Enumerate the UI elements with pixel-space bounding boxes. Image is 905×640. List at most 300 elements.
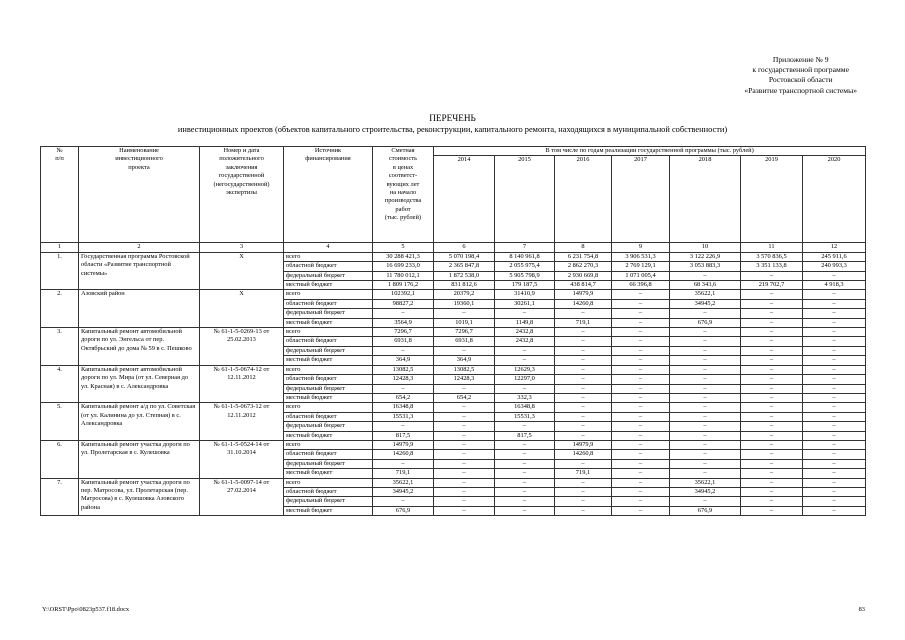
year-value: 68 343,6: [670, 281, 741, 290]
header-year: 2020: [803, 156, 866, 243]
footer-page-number: 83: [858, 606, 865, 613]
estimated-cost: –: [373, 384, 434, 393]
year-value: –: [803, 309, 866, 318]
table-row: [41, 328, 866, 337]
header-index: 10: [670, 243, 741, 252]
year-value: –: [555, 309, 612, 318]
year-value: 6931,8: [434, 337, 495, 346]
year-value: –: [612, 497, 670, 506]
year-value: –: [612, 459, 670, 468]
year-value: –: [434, 440, 495, 449]
appendix-line: Приложение № 9: [772, 55, 829, 64]
year-value: –: [612, 487, 670, 496]
year-value: –: [434, 506, 495, 515]
project-number: 2.: [41, 290, 79, 328]
year-value: 817,5: [495, 431, 555, 440]
year-value: –: [555, 422, 612, 431]
table-row: [41, 290, 866, 299]
funding-source: федеральный бюджет: [284, 422, 373, 431]
year-value: 14979,9: [555, 440, 612, 449]
funding-source: местный бюджет: [284, 506, 373, 515]
year-value: –: [803, 337, 866, 346]
funding-source: федеральный бюджет: [284, 346, 373, 355]
header-index: 12: [803, 243, 866, 252]
estimated-cost: 654,2: [373, 393, 434, 402]
year-value: –: [434, 431, 495, 440]
year-value: 2 930 669,8: [555, 271, 612, 280]
year-value: –: [741, 356, 803, 365]
year-value: 719,1: [555, 469, 612, 478]
year-value: –: [803, 299, 866, 308]
year-value: –: [741, 393, 803, 402]
funding-source: местный бюджет: [284, 318, 373, 327]
funding-source: областной бюджет: [284, 262, 373, 271]
year-value: –: [670, 469, 741, 478]
year-value: –: [555, 356, 612, 365]
estimated-cost: 676,9: [373, 506, 434, 515]
funding-source: областной бюджет: [284, 450, 373, 459]
estimated-cost: 30 288 421,3: [373, 252, 434, 261]
year-value: –: [670, 346, 741, 355]
year-value: –: [803, 375, 866, 384]
estimated-cost: 13082,5: [373, 365, 434, 374]
year-value: –: [555, 346, 612, 355]
year-value: –: [555, 328, 612, 337]
project-number: 4.: [41, 365, 79, 403]
year-value: 1149,8: [495, 318, 555, 327]
year-value: –: [612, 469, 670, 478]
year-value: –: [612, 431, 670, 440]
table-header: [41, 147, 866, 253]
year-value: –: [803, 431, 866, 440]
year-value: 34945,2: [670, 299, 741, 308]
estimated-cost: 1 809 176,2: [373, 281, 434, 290]
year-value: 332,3: [495, 393, 555, 402]
header-cost: Сметная стоимость в ценах соответст- вующих лет на начало производства работ (тыс. рублей): [373, 147, 434, 243]
year-value: –: [741, 412, 803, 421]
year-value: 35622,1: [670, 478, 741, 487]
document-subtitle: инвестиционных проектов (объектов капитального строительства, реконструкции, капитального ремонта, находящихся в муниципальной собственности): [177, 125, 728, 134]
year-value: –: [670, 440, 741, 449]
funding-source: федеральный бюджет: [284, 459, 373, 468]
year-value: 35622,1: [670, 290, 741, 299]
funding-source: местный бюджет: [284, 356, 373, 365]
estimated-cost: 817,5: [373, 431, 434, 440]
year-value: –: [741, 375, 803, 384]
year-value: –: [555, 478, 612, 487]
year-value: –: [555, 393, 612, 402]
estimated-cost: 7296,7: [373, 328, 434, 337]
year-value: –: [555, 459, 612, 468]
table-row: [41, 252, 866, 261]
header-year: 2014: [434, 156, 495, 243]
year-value: –: [434, 478, 495, 487]
project-expertise: № 61-1-5-0269-13 от 25.02.2013: [200, 328, 284, 366]
year-value: –: [495, 346, 555, 355]
year-value: –: [741, 318, 803, 327]
header-name: Наименование инвестиционного проекта: [79, 147, 200, 243]
estimated-cost: 102392,1: [373, 290, 434, 299]
estimated-cost: –: [373, 422, 434, 431]
appendix-line: к государственной программе: [752, 65, 849, 75]
year-value: 3 570 836,5: [741, 252, 803, 261]
year-value: –: [434, 487, 495, 496]
year-value: 2 862 270,3: [555, 262, 612, 271]
project-expertise: Х: [200, 252, 284, 290]
appendix-block: [744, 55, 857, 96]
table-body: [41, 252, 866, 515]
estimated-cost: 11 780 012,1: [373, 271, 434, 280]
year-value: –: [741, 497, 803, 506]
year-value: –: [495, 309, 555, 318]
table-row: [41, 440, 866, 449]
year-value: –: [612, 328, 670, 337]
year-value: –: [670, 422, 741, 431]
year-value: –: [555, 337, 612, 346]
funding-source: всего: [284, 478, 373, 487]
year-value: –: [670, 393, 741, 402]
year-value: –: [670, 450, 741, 459]
year-value: –: [495, 469, 555, 478]
year-value: 12428,3: [434, 375, 495, 384]
year-value: –: [434, 422, 495, 431]
header-num: № п/п: [41, 147, 79, 243]
estimated-cost: 16348,8: [373, 403, 434, 412]
document-title: ПЕРЕЧЕНЬ: [429, 113, 476, 123]
year-value: –: [670, 271, 741, 280]
year-value: 5 070 198,4: [434, 252, 495, 261]
year-value: –: [434, 384, 495, 393]
estimated-cost: 35622,1: [373, 478, 434, 487]
year-value: –: [803, 450, 866, 459]
year-value: –: [495, 506, 555, 515]
year-value: –: [670, 497, 741, 506]
year-value: 19360,1: [434, 299, 495, 308]
funding-source: областной бюджет: [284, 412, 373, 421]
header-index-row: [41, 243, 866, 252]
estimated-cost: 98827,2: [373, 299, 434, 308]
estimated-cost: 6931,8: [373, 337, 434, 346]
year-value: –: [741, 403, 803, 412]
year-value: –: [434, 403, 495, 412]
year-value: –: [612, 346, 670, 355]
year-value: –: [434, 309, 495, 318]
estimated-cost: 14979,9: [373, 440, 434, 449]
year-value: –: [612, 318, 670, 327]
year-value: –: [803, 318, 866, 327]
year-value: –: [612, 393, 670, 402]
header-index: 7: [495, 243, 555, 252]
year-value: –: [495, 450, 555, 459]
header-index: 4: [284, 243, 373, 252]
year-value: 719,1: [555, 318, 612, 327]
year-value: –: [741, 440, 803, 449]
year-value: 15531,3: [495, 412, 555, 421]
project-name: Государственная программа Ростовской области «Развитие транспортной системы»: [79, 252, 200, 290]
project-name: Капитальный ремонт автомобильной дороги по ул. Мира (от ул. Северная до ул. Красная) в с. Александровка: [79, 365, 200, 403]
year-value: 240 993,3: [803, 262, 866, 271]
year-value: –: [612, 299, 670, 308]
header-years-group: В том числе по годам реализации государственной программы (тыс. рублей): [434, 147, 866, 156]
year-value: 13082,5: [434, 365, 495, 374]
estimated-cost: 12428,3: [373, 375, 434, 384]
year-value: –: [803, 440, 866, 449]
year-value: –: [612, 365, 670, 374]
project-name: Капитальный ремонт автомобильной дороги по ул. Энгельса от пер. Октябрьский до дома № 59 в с. Пешково: [79, 328, 200, 366]
year-value: –: [670, 337, 741, 346]
year-value: –: [803, 478, 866, 487]
year-value: –: [495, 497, 555, 506]
year-value: –: [670, 412, 741, 421]
year-value: 5 905 798,9: [495, 271, 555, 280]
year-value: 14260,8: [555, 450, 612, 459]
header-source: Источник финансирования: [284, 147, 373, 243]
year-value: 34945,2: [670, 487, 741, 496]
year-value: 8 140 961,8: [495, 252, 555, 261]
year-value: –: [434, 346, 495, 355]
footer-file-path: Y:\ORST\Ppo\0823p537.f18.docx: [42, 606, 130, 613]
year-value: –: [670, 356, 741, 365]
estimated-cost: 15531,3: [373, 412, 434, 421]
year-value: 12629,3: [495, 365, 555, 374]
year-value: 7296,7: [434, 328, 495, 337]
project-number: 7.: [41, 478, 79, 516]
year-value: 3 906 531,3: [612, 252, 670, 261]
year-value: –: [803, 290, 866, 299]
year-value: –: [434, 450, 495, 459]
year-value: –: [670, 403, 741, 412]
year-value: –: [495, 356, 555, 365]
funding-source: областной бюджет: [284, 375, 373, 384]
estimated-cost: –: [373, 459, 434, 468]
year-value: –: [741, 365, 803, 374]
year-value: –: [434, 497, 495, 506]
project-name: Азовский район: [79, 290, 200, 328]
year-value: 654,2: [434, 393, 495, 402]
header-index: 3: [200, 243, 284, 252]
year-value: –: [741, 506, 803, 515]
year-value: –: [495, 384, 555, 393]
estimated-cost: 3564,9: [373, 318, 434, 327]
year-value: –: [670, 384, 741, 393]
year-value: 30261,1: [495, 299, 555, 308]
funding-source: местный бюджет: [284, 281, 373, 290]
project-name: Капитальный ремонт а/д по ул. Советская (от ул. Калинина до ул. Степная) в с. Александровка: [79, 403, 200, 441]
year-value: 245 911,6: [803, 252, 866, 261]
estimated-cost: 719,1: [373, 469, 434, 478]
year-value: –: [612, 403, 670, 412]
year-value: –: [803, 497, 866, 506]
year-value: –: [741, 299, 803, 308]
funding-source: федеральный бюджет: [284, 271, 373, 280]
year-value: –: [803, 346, 866, 355]
project-number: 6.: [41, 440, 79, 478]
year-value: –: [612, 309, 670, 318]
funding-source: всего: [284, 252, 373, 261]
year-value: –: [434, 412, 495, 421]
funding-source: федеральный бюджет: [284, 384, 373, 393]
year-value: –: [612, 506, 670, 515]
funding-source: всего: [284, 403, 373, 412]
year-value: –: [803, 506, 866, 515]
year-value: –: [741, 328, 803, 337]
year-value: –: [612, 450, 670, 459]
investment-projects-table: [40, 146, 866, 516]
year-value: 831 812,6: [434, 281, 495, 290]
year-value: –: [803, 328, 866, 337]
year-value: –: [803, 271, 866, 280]
project-expertise: № 61-1-5-0674-12 от 12.11.2012: [200, 365, 284, 403]
year-value: 676,9: [670, 506, 741, 515]
year-value: –: [434, 459, 495, 468]
project-expertise: № 61-1-5-0673-12 от 12.11.2012: [200, 403, 284, 441]
year-value: 1019,1: [434, 318, 495, 327]
year-value: 2 365 847,8: [434, 262, 495, 271]
year-value: 676,9: [670, 318, 741, 327]
year-value: –: [612, 356, 670, 365]
funding-source: всего: [284, 290, 373, 299]
year-value: –: [741, 459, 803, 468]
funding-source: областной бюджет: [284, 299, 373, 308]
year-value: –: [741, 346, 803, 355]
year-value: –: [670, 309, 741, 318]
estimated-cost: 14260,8: [373, 450, 434, 459]
project-number: 5.: [41, 403, 79, 441]
year-value: –: [555, 384, 612, 393]
table-row: [41, 365, 866, 374]
year-value: 3 122 226,9: [670, 252, 741, 261]
year-value: –: [612, 384, 670, 393]
year-value: 31410,9: [495, 290, 555, 299]
year-value: –: [555, 506, 612, 515]
header-row: [41, 147, 866, 156]
year-value: –: [495, 487, 555, 496]
header-index: 5: [373, 243, 434, 252]
year-value: –: [803, 412, 866, 421]
year-value: –: [555, 403, 612, 412]
header-index: 8: [555, 243, 612, 252]
project-expertise: № 61-1-5-0097-14 от 27.02.2014: [200, 478, 284, 516]
year-value: 219 702,7: [741, 281, 803, 290]
funding-source: федеральный бюджет: [284, 309, 373, 318]
year-value: 364,9: [434, 356, 495, 365]
year-value: –: [434, 469, 495, 478]
funding-source: областной бюджет: [284, 487, 373, 496]
year-value: –: [741, 450, 803, 459]
year-value: 2432,8: [495, 328, 555, 337]
year-value: –: [495, 440, 555, 449]
year-value: –: [741, 469, 803, 478]
header-index: 1: [41, 243, 79, 252]
estimated-cost: 34945,2: [373, 487, 434, 496]
header-year: 2017: [612, 156, 670, 243]
header-year: 2016: [555, 156, 612, 243]
year-value: 3 351 133,8: [741, 262, 803, 271]
funding-source: областной бюджет: [284, 337, 373, 346]
year-value: –: [670, 328, 741, 337]
header-index: 9: [612, 243, 670, 252]
year-value: –: [555, 497, 612, 506]
header-index: 2: [79, 243, 200, 252]
appendix-line: «Развитие транспортной системы»: [744, 85, 857, 95]
year-value: –: [670, 431, 741, 440]
year-value: –: [741, 290, 803, 299]
year-value: 6 231 754,8: [555, 252, 612, 261]
estimated-cost: –: [373, 497, 434, 506]
year-value: 12297,0: [495, 375, 555, 384]
project-number: 1.: [41, 252, 79, 290]
header-index: 6: [434, 243, 495, 252]
year-value: –: [803, 487, 866, 496]
year-value: –: [803, 422, 866, 431]
year-value: –: [670, 375, 741, 384]
year-value: 4 918,3: [803, 281, 866, 290]
year-value: –: [612, 375, 670, 384]
year-value: –: [555, 431, 612, 440]
year-value: 1 071 005,4: [612, 271, 670, 280]
year-value: –: [555, 487, 612, 496]
funding-source: всего: [284, 440, 373, 449]
year-value: 20379,2: [434, 290, 495, 299]
year-value: –: [612, 412, 670, 421]
year-value: –: [670, 365, 741, 374]
funding-source: всего: [284, 365, 373, 374]
funding-source: местный бюджет: [284, 469, 373, 478]
year-value: 66 396,8: [612, 281, 670, 290]
header-year: 2019: [741, 156, 803, 243]
year-value: 2 769 129,1: [612, 262, 670, 271]
year-value: –: [612, 422, 670, 431]
year-value: –: [803, 403, 866, 412]
year-value: –: [741, 271, 803, 280]
year-value: –: [555, 365, 612, 374]
table-row: [41, 478, 866, 487]
year-value: 14979,9: [555, 290, 612, 299]
year-value: 1 872 538,0: [434, 271, 495, 280]
year-value: –: [495, 422, 555, 431]
year-value: –: [495, 459, 555, 468]
year-value: –: [555, 375, 612, 384]
year-value: 3 053 883,3: [670, 262, 741, 271]
year-value: –: [803, 459, 866, 468]
funding-source: всего: [284, 328, 373, 337]
year-value: 438 814,7: [555, 281, 612, 290]
year-value: –: [741, 478, 803, 487]
project-expertise: № 61-1-5-0524-14 от 31.10.2014: [200, 440, 284, 478]
header-index: 11: [741, 243, 803, 252]
year-value: –: [803, 365, 866, 374]
year-value: –: [612, 290, 670, 299]
project-number: 3.: [41, 328, 79, 366]
project-name: Капитальный ремонт участка дороги по пер. Матросова, ул. Пролетарская (пер. Матросова) в с. Кулешовка Азовского района: [79, 478, 200, 516]
project-expertise: Х: [200, 290, 284, 328]
year-value: –: [741, 309, 803, 318]
year-value: –: [741, 422, 803, 431]
year-value: 14260,8: [555, 299, 612, 308]
year-value: –: [555, 412, 612, 421]
year-value: –: [803, 356, 866, 365]
year-value: 2 055 975,4: [495, 262, 555, 271]
year-value: –: [612, 440, 670, 449]
header-expertise: Номер и дата положительного заключения государственной (негосударственной) экспертизы: [200, 147, 284, 243]
estimated-cost: –: [373, 346, 434, 355]
year-value: –: [741, 337, 803, 346]
estimated-cost: 16 699 233,0: [373, 262, 434, 271]
header-year: 2015: [495, 156, 555, 243]
appendix-line: Ростовской области: [768, 75, 833, 85]
estimated-cost: –: [373, 309, 434, 318]
year-value: –: [495, 478, 555, 487]
